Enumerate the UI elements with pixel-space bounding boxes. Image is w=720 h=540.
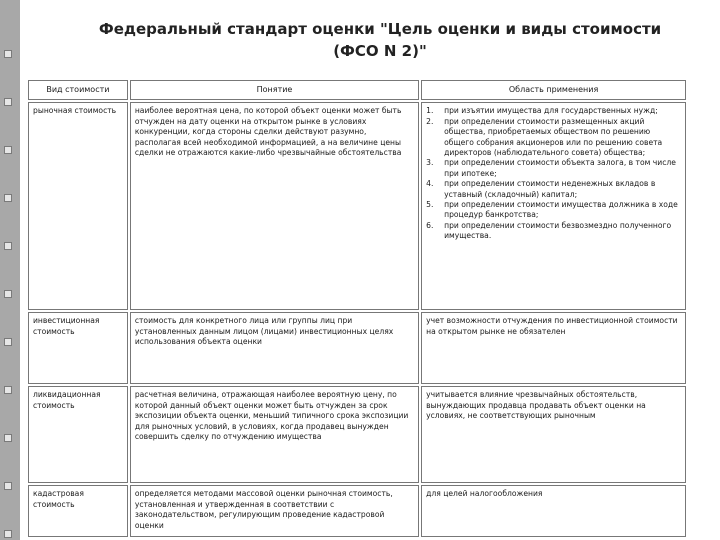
square-bullet-icon <box>4 242 12 250</box>
cell-scope: для целей налогообложения <box>421 485 686 537</box>
cell-concept: стоимость для конкретного лица или группы лиц при установленных данным лицом (лицами) инвестиционных целях использования объекта оценки <box>130 312 419 384</box>
list-item-text: при определении стоимости безвозмездно полученного имущества. <box>444 220 672 241</box>
header-scope: Область применения <box>421 80 686 100</box>
kind-label: инвестиционная стоимость <box>33 316 100 336</box>
list-item-text: при определении стоимости неденежных вкладов в уставный (складочный) капитал; <box>444 179 656 199</box>
square-bullet-icon <box>4 530 12 538</box>
square-bullet-icon <box>4 338 12 346</box>
list-item-text: при определении стоимости имущества должника в ходе процедур банкротства; <box>444 200 678 220</box>
cell-kind <box>28 102 128 310</box>
list-item <box>426 179 681 200</box>
table-header-row <box>28 80 686 100</box>
cell-kind <box>28 312 128 384</box>
cell-scope: учет возможности отчуждения по инвестиционной стоимости на открытом рынке не обязателен <box>421 312 686 384</box>
list-item-text: при изъятии имущества для государственных нужд; <box>444 106 658 116</box>
list-item-text: при определении стоимости размещенных акций общества, приобретаемых обществом по решению общего собрания акционеров или по решению совета директоров (наблюдательного совета) общества; <box>444 116 663 158</box>
list-item <box>426 221 681 242</box>
header-concept: Понятие <box>130 80 419 100</box>
bullet-column <box>0 0 20 540</box>
list-item-number: 2. <box>426 116 434 126</box>
cell-kind <box>28 386 128 483</box>
list-item-number: 3. <box>426 158 434 168</box>
header-kind: Вид стоимости <box>28 80 128 100</box>
list-item <box>426 158 681 179</box>
kind-label: ликвидационная стоимость <box>33 390 101 410</box>
list-item-number: 4. <box>426 179 434 189</box>
list-item <box>426 106 681 116</box>
square-bullet-icon <box>4 194 12 202</box>
title-line-1: Федеральный стандарт оценки "Цель оценки и виды стоимости <box>98 20 662 38</box>
cell-concept: расчетная величина, отражающая наиболее вероятную цену, по которой данный объект оценки может быть отчужден за срок экспозиции объекта оценки, меньший типичного срока экспозиции для рыночных условий, в условиях, когда продавец вынужден совершить сделку по отчуждению имущества <box>130 386 419 483</box>
square-bullet-icon <box>4 50 12 58</box>
square-bullet-icon <box>4 98 12 106</box>
square-bullet-icon <box>4 290 12 298</box>
page-title <box>60 18 700 62</box>
list-item-number: 5. <box>426 200 434 210</box>
cell-scope <box>421 102 686 310</box>
table-row <box>28 386 686 483</box>
list-item-number: 6. <box>426 220 434 230</box>
list-item <box>426 200 681 221</box>
table-row <box>28 312 686 384</box>
list-item-text: при определении стоимости объекта залога, в том числе при ипотеке; <box>444 158 676 178</box>
table-row <box>28 102 686 310</box>
square-bullet-icon <box>4 434 12 442</box>
cell-scope: учитывается влияние чрезвычайных обстоятельств, вынуждающих продавца продавать объект оценки на условиях, не соответствующих рыночным <box>421 386 686 483</box>
square-bullet-icon <box>4 482 12 490</box>
kind-label: кадастровая стоимость <box>33 489 84 509</box>
table-row <box>28 485 686 537</box>
cell-kind <box>28 485 128 537</box>
scope-list <box>426 106 681 241</box>
kind-label: рыночная стоимость <box>33 106 117 116</box>
title-line-2: (ФСО N 2)" <box>333 42 427 60</box>
list-item <box>426 117 681 159</box>
cell-concept: определяется методами массовой оценки рыночная стоимость, установленная и утвержденная в соответствии с законодательством, регулирующим проведение кадастровой оценки <box>130 485 419 537</box>
value-types-table <box>26 78 688 539</box>
square-bullet-icon <box>4 386 12 394</box>
square-bullet-icon <box>4 146 12 154</box>
cell-concept: наиболее вероятная цена, по которой объект оценки может быть отчужден на дату оценки на открытом рынке в условиях конкуренции, когда стороны сделки действуют разумно, располагая всей необходимой информацией, а на величине цены сделки не отражаются какие-либо чрезвычайные обстоятельства <box>130 102 419 310</box>
list-item-number: 1. <box>426 106 434 116</box>
